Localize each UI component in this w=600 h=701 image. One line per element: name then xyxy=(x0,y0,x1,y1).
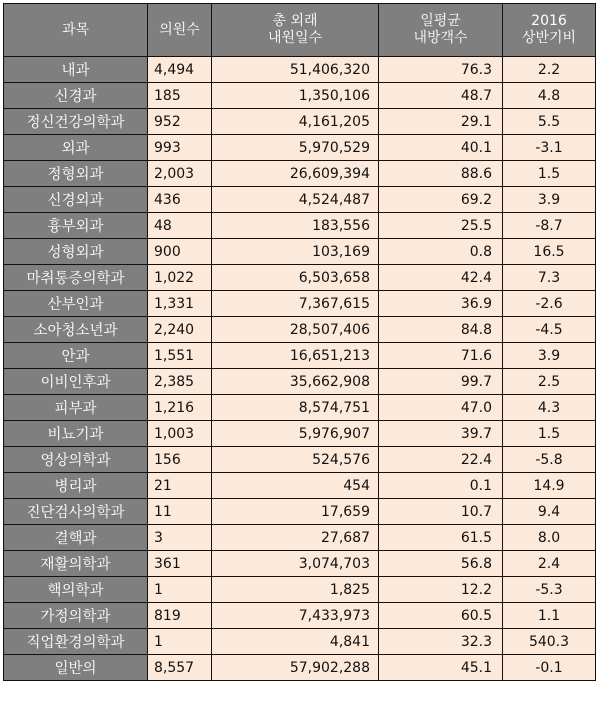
h1-ratio-cell: 2.4 xyxy=(503,551,596,577)
daily-avg-cell: 47.0 xyxy=(379,395,503,421)
dept-cell: 소아청소년과 xyxy=(4,317,148,343)
daily-avg-cell: 12.2 xyxy=(379,577,503,603)
dept-cell: 흉부외과 xyxy=(4,213,148,239)
h1-ratio-cell: -4.5 xyxy=(503,317,596,343)
table-row xyxy=(4,369,596,395)
dept-cell: 비뇨기과 xyxy=(4,421,148,447)
total-visits-cell: 3,074,703 xyxy=(212,551,379,577)
table-row xyxy=(4,161,596,187)
clinics-cell: 8,557 xyxy=(148,655,212,681)
total-visits-cell: 6,503,658 xyxy=(212,265,379,291)
dept-cell: 안과 xyxy=(4,343,148,369)
h1-ratio-cell: 16.5 xyxy=(503,239,596,265)
total-visits-cell: 28,507,406 xyxy=(212,317,379,343)
clinics-cell: 1,331 xyxy=(148,291,212,317)
h1-ratio-cell: 2.5 xyxy=(503,369,596,395)
dept-cell: 정형외과 xyxy=(4,161,148,187)
table-row xyxy=(4,239,596,265)
clinics-cell: 1,022 xyxy=(148,265,212,291)
table-row xyxy=(4,265,596,291)
total-visits-cell: 5,970,529 xyxy=(212,135,379,161)
total-visits-cell: 7,367,615 xyxy=(212,291,379,317)
clinics-cell: 2,003 xyxy=(148,161,212,187)
dept-cell: 가정의학과 xyxy=(4,603,148,629)
daily-avg-cell: 39.7 xyxy=(379,421,503,447)
table-row xyxy=(4,291,596,317)
dept-cell: 내과 xyxy=(4,57,148,83)
daily-avg-cell: 22.4 xyxy=(379,447,503,473)
total-visits-cell: 8,574,751 xyxy=(212,395,379,421)
clinics-cell: 3 xyxy=(148,525,212,551)
h1-ratio-cell: 4.8 xyxy=(503,83,596,109)
header-total-visits: 총 외래 내원일수 xyxy=(212,4,379,57)
total-visits-cell: 26,609,394 xyxy=(212,161,379,187)
clinics-cell: 1,551 xyxy=(148,343,212,369)
header-h1-ratio: 2016 상반기비 xyxy=(503,4,596,57)
daily-avg-cell: 71.6 xyxy=(379,343,503,369)
table-row xyxy=(4,603,596,629)
total-visits-cell: 5,976,907 xyxy=(212,421,379,447)
h1-ratio-cell: 7.3 xyxy=(503,265,596,291)
h1-ratio-cell: 1.1 xyxy=(503,603,596,629)
dept-cell: 신경외과 xyxy=(4,187,148,213)
h1-ratio-cell: 3.9 xyxy=(503,187,596,213)
clinics-cell: 361 xyxy=(148,551,212,577)
total-visits-cell: 35,662,908 xyxy=(212,369,379,395)
table-row xyxy=(4,525,596,551)
h1-ratio-cell: 1.5 xyxy=(503,421,596,447)
daily-avg-cell: 0.1 xyxy=(379,473,503,499)
clinics-cell: 11 xyxy=(148,499,212,525)
total-visits-cell: 4,161,205 xyxy=(212,109,379,135)
table-body xyxy=(4,57,596,681)
dept-cell: 산부인과 xyxy=(4,291,148,317)
clinics-cell: 1 xyxy=(148,577,212,603)
clinics-cell: 1,003 xyxy=(148,421,212,447)
daily-avg-cell: 10.7 xyxy=(379,499,503,525)
clinics-cell: 819 xyxy=(148,603,212,629)
total-visits-cell: 103,169 xyxy=(212,239,379,265)
dept-cell: 직업환경의학과 xyxy=(4,629,148,655)
table-row xyxy=(4,57,596,83)
h1-ratio-cell: -0.1 xyxy=(503,655,596,681)
table-row xyxy=(4,499,596,525)
daily-avg-cell: 36.9 xyxy=(379,291,503,317)
dept-cell: 진단검사의학과 xyxy=(4,499,148,525)
table-row xyxy=(4,577,596,603)
total-visits-cell: 7,433,973 xyxy=(212,603,379,629)
daily-avg-cell: 69.2 xyxy=(379,187,503,213)
stats-table-container xyxy=(3,3,596,681)
daily-avg-cell: 99.7 xyxy=(379,369,503,395)
clinics-cell: 952 xyxy=(148,109,212,135)
table-row xyxy=(4,317,596,343)
table-row xyxy=(4,473,596,499)
h1-ratio-cell: -5.3 xyxy=(503,577,596,603)
table-row xyxy=(4,83,596,109)
clinics-cell: 2,385 xyxy=(148,369,212,395)
outpatient-stats-table xyxy=(3,3,596,681)
clinics-cell: 1,216 xyxy=(148,395,212,421)
dept-cell: 재활의학과 xyxy=(4,551,148,577)
dept-cell: 결핵과 xyxy=(4,525,148,551)
clinics-cell: 4,494 xyxy=(148,57,212,83)
h1-ratio-cell: 14.9 xyxy=(503,473,596,499)
table-row xyxy=(4,655,596,681)
clinics-cell: 156 xyxy=(148,447,212,473)
total-visits-cell: 16,651,213 xyxy=(212,343,379,369)
clinics-cell: 48 xyxy=(148,213,212,239)
h1-ratio-cell: 1.5 xyxy=(503,161,596,187)
h1-ratio-cell: -2.6 xyxy=(503,291,596,317)
daily-avg-cell: 48.7 xyxy=(379,83,503,109)
h1-ratio-cell: 5.5 xyxy=(503,109,596,135)
dept-cell: 외과 xyxy=(4,135,148,161)
header-row xyxy=(4,4,596,57)
daily-avg-cell: 0.8 xyxy=(379,239,503,265)
clinics-cell: 185 xyxy=(148,83,212,109)
clinics-cell: 2,240 xyxy=(148,317,212,343)
daily-avg-cell: 45.1 xyxy=(379,655,503,681)
dept-cell: 이비인후과 xyxy=(4,369,148,395)
dept-cell: 신경과 xyxy=(4,83,148,109)
clinics-cell: 21 xyxy=(148,473,212,499)
h1-ratio-cell: -3.1 xyxy=(503,135,596,161)
total-visits-cell: 27,687 xyxy=(212,525,379,551)
dept-cell: 병리과 xyxy=(4,473,148,499)
total-visits-cell: 524,576 xyxy=(212,447,379,473)
dept-cell: 일반의 xyxy=(4,655,148,681)
daily-avg-cell: 60.5 xyxy=(379,603,503,629)
table-row xyxy=(4,551,596,577)
daily-avg-cell: 40.1 xyxy=(379,135,503,161)
daily-avg-cell: 61.5 xyxy=(379,525,503,551)
daily-avg-cell: 84.8 xyxy=(379,317,503,343)
total-visits-cell: 4,841 xyxy=(212,629,379,655)
clinics-cell: 993 xyxy=(148,135,212,161)
total-visits-cell: 183,556 xyxy=(212,213,379,239)
dept-cell: 핵의학과 xyxy=(4,577,148,603)
total-visits-cell: 454 xyxy=(212,473,379,499)
header-dept: 과목 xyxy=(4,4,148,57)
h1-ratio-cell: -8.7 xyxy=(503,213,596,239)
table-header xyxy=(4,4,596,57)
total-visits-cell: 1,350,106 xyxy=(212,83,379,109)
h1-ratio-cell: 540.3 xyxy=(503,629,596,655)
daily-avg-cell: 56.8 xyxy=(379,551,503,577)
table-row xyxy=(4,343,596,369)
h1-ratio-cell: 3.9 xyxy=(503,343,596,369)
h1-ratio-cell: 8.0 xyxy=(503,525,596,551)
clinics-cell: 436 xyxy=(148,187,212,213)
h1-ratio-cell: 4.3 xyxy=(503,395,596,421)
table-row xyxy=(4,109,596,135)
clinics-cell: 900 xyxy=(148,239,212,265)
dept-cell: 피부과 xyxy=(4,395,148,421)
daily-avg-cell: 76.3 xyxy=(379,57,503,83)
total-visits-cell: 1,825 xyxy=(212,577,379,603)
daily-avg-cell: 32.3 xyxy=(379,629,503,655)
total-visits-cell: 17,659 xyxy=(212,499,379,525)
table-row xyxy=(4,187,596,213)
table-row xyxy=(4,421,596,447)
daily-avg-cell: 42.4 xyxy=(379,265,503,291)
dept-cell: 영상의학과 xyxy=(4,447,148,473)
h1-ratio-cell: 2.2 xyxy=(503,57,596,83)
h1-ratio-cell: 9.4 xyxy=(503,499,596,525)
dept-cell: 성형외과 xyxy=(4,239,148,265)
table-row xyxy=(4,213,596,239)
header-clinics: 의원수 xyxy=(148,4,212,57)
daily-avg-cell: 88.6 xyxy=(379,161,503,187)
dept-cell: 마취통증의학과 xyxy=(4,265,148,291)
total-visits-cell: 57,902,288 xyxy=(212,655,379,681)
daily-avg-cell: 25.5 xyxy=(379,213,503,239)
daily-avg-cell: 29.1 xyxy=(379,109,503,135)
table-row xyxy=(4,135,596,161)
header-daily-avg: 일평균 내방객수 xyxy=(379,4,503,57)
table-row xyxy=(4,629,596,655)
table-row xyxy=(4,395,596,421)
total-visits-cell: 4,524,487 xyxy=(212,187,379,213)
h1-ratio-cell: -5.8 xyxy=(503,447,596,473)
table-row xyxy=(4,447,596,473)
dept-cell: 정신건강의학과 xyxy=(4,109,148,135)
total-visits-cell: 51,406,320 xyxy=(212,57,379,83)
clinics-cell: 1 xyxy=(148,629,212,655)
